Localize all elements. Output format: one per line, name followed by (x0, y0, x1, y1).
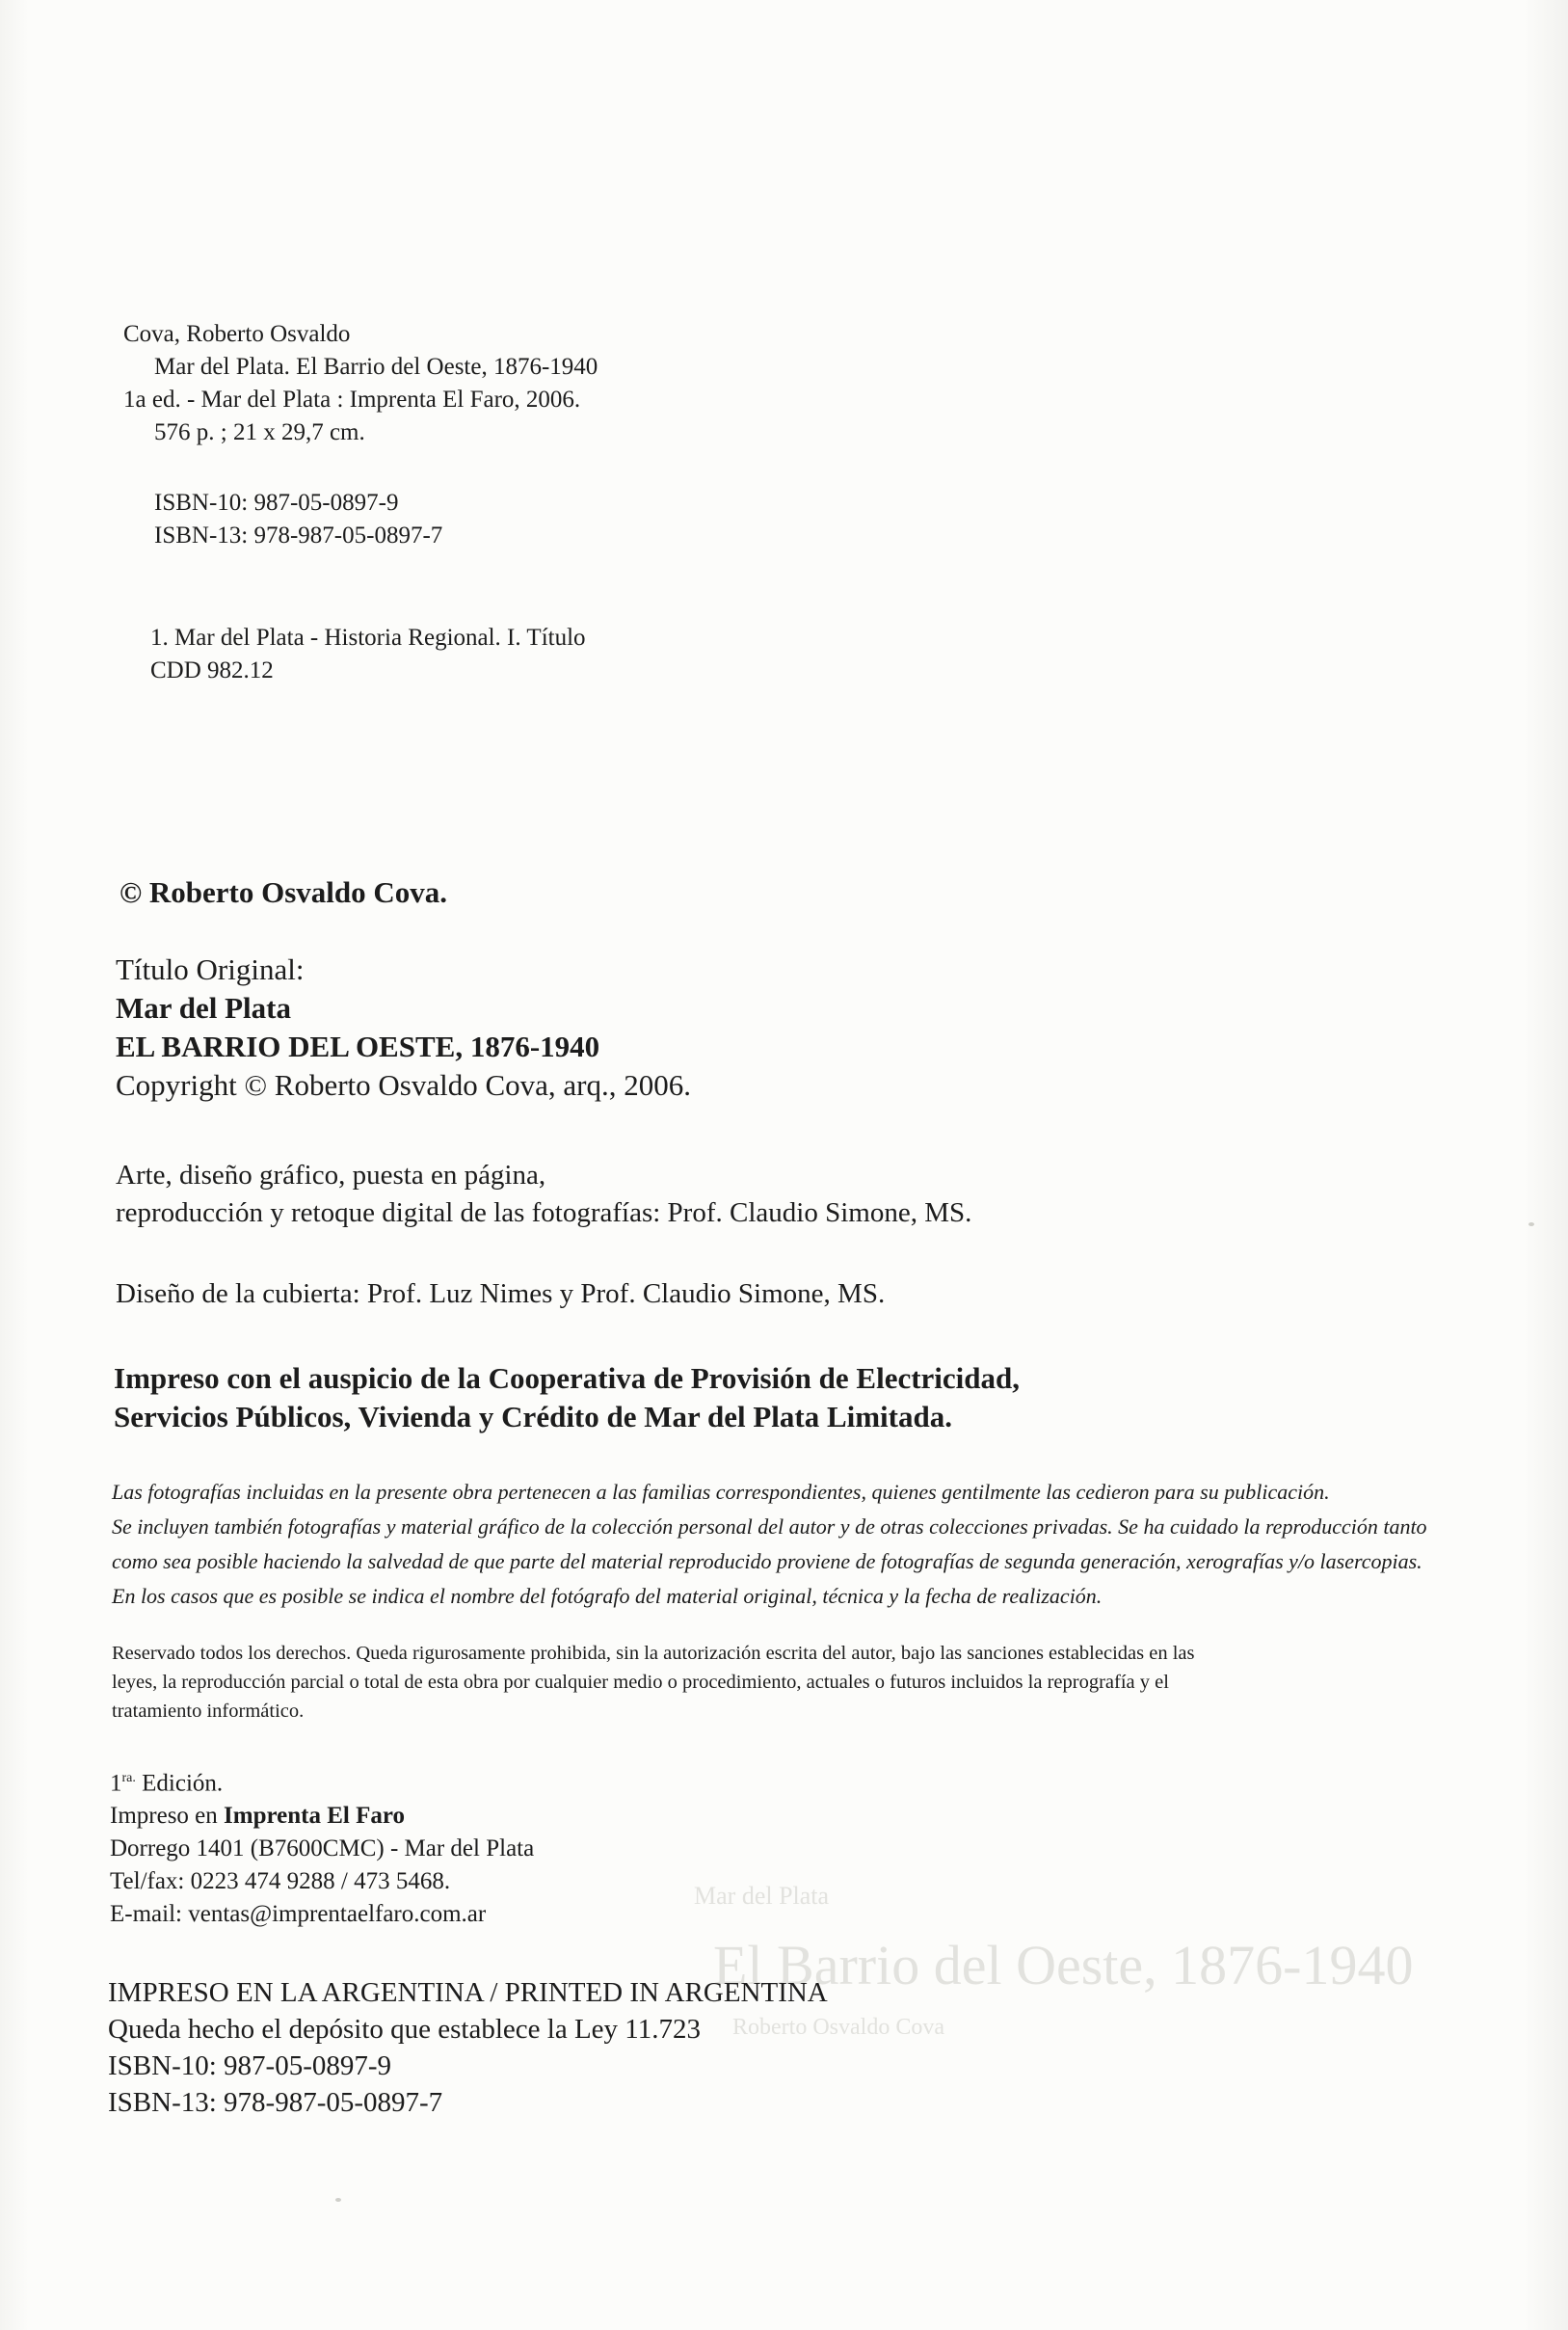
subject-heading: 1. Mar del Plata - Historia Regional. I. Título (150, 625, 586, 651)
printed-at-label: Impreso en (110, 1803, 225, 1830)
catalog-isbn (154, 487, 442, 552)
copyright-holder: © Roberto Osvaldo Cova. (120, 875, 448, 909)
design-credits (116, 1157, 971, 1232)
rights-line: leyes, la reproducción parcial o total de esta obra por cualquier medio o procedimiento, actuales o futuros incluidos la reprografía y el (112, 1672, 1169, 1693)
sponsor-line: Servicios Públicos, Vivienda y Crédito de Mar del Plata Limitada. (114, 1400, 952, 1433)
paper-speck (335, 2198, 341, 2202)
sponsor-line: Impreso con el auspicio de la Cooperativa de Provisión de Electricidad, (114, 1361, 1021, 1395)
printer-phone: Tel/fax: 0223 474 9288 / 473 5468. (110, 1868, 451, 1895)
copyright-notice: Copyright © Roberto Osvaldo Cova, arq., 2006. (116, 1068, 691, 1102)
sponsor-note (114, 1359, 1020, 1436)
isbn-13: ISBN-13: 978-987-05-0897-7 (108, 2087, 443, 2118)
catalog-edition: 1a ed. - Mar del Plata : Imprenta El Faro, 2006. (123, 387, 581, 413)
show-through-text: El Barrio del Oeste, 1876-1940 (713, 1934, 1414, 1996)
original-title-label: Título Original: (116, 952, 305, 986)
legal-deposit-line: Queda hecho el depósito que establece la Ley 11.723 (108, 2014, 701, 2045)
edition-word: Edición. (135, 1770, 224, 1797)
isbn-13: ISBN-13: 978-987-05-0897-7 (154, 522, 443, 549)
show-through-text: Roberto Osvaldo Cova (732, 2015, 944, 2040)
catalog-subject (150, 622, 586, 687)
catalog-author: Cova, Roberto Osvaldo (123, 321, 351, 347)
isbn-10: ISBN-10: 987-05-0897-9 (108, 2050, 392, 2081)
photo-note-line: como sea posible haciendo la salvedad de que parte del material reproducido proviene de fotografías de segunda generación, xerografías y/o lasercopias. (112, 1549, 1422, 1573)
edition-number (110, 1762, 534, 1800)
printer-email: E-mail: ventas@imprentaelfaro.com.ar (110, 1901, 487, 1928)
printed-in-line: IMPRESO EN LA ARGENTINA / PRINTED IN ARGENTINA (108, 1977, 828, 2008)
credits-line: reproducción y retoque digital de las fotografías: Prof. Claudio Simone, MS. (116, 1197, 972, 1228)
rights-notice (112, 1639, 1194, 1726)
rights-line: Reservado todos los derechos. Queda rigurosamente prohibida, sin la autorización escrita del autor, bajo las sanciones establecidas en las (112, 1643, 1195, 1664)
original-title-line: Mar del Plata (116, 991, 291, 1025)
isbn-10: ISBN-10: 987-05-0897-9 (154, 490, 399, 516)
printer-address: Dorrego 1401 (B7600CMC) - Mar del Plata (110, 1835, 535, 1862)
photo-note-line: Las fotografías incluidas en la presente obra pertenecen a las familias correspondientes, quienes gentilmente las cedieron para su publicación. (112, 1480, 1330, 1504)
printer-line (110, 1800, 534, 1833)
catalog-record (123, 318, 598, 449)
original-title-block (116, 951, 691, 1105)
photo-note-line: En los casos que es posible se indica el nombre del fotógrafo del material original, técnica y la fecha de realización. (112, 1584, 1103, 1608)
catalog-extent: 576 p. ; 21 x 29,7 cm. (154, 419, 365, 445)
paper-speck (1528, 1222, 1534, 1226)
rights-line: tratamiento informático. (112, 1701, 305, 1722)
edition-ordinal: 1 (110, 1770, 122, 1797)
original-title-line: EL BARRIO DEL OESTE, 1876-1940 (116, 1030, 600, 1063)
cover-design-credit: Diseño de la cubierta: Prof. Luz Nimes y Prof. Claudio Simone, MS. (116, 1278, 886, 1309)
show-through-text: Mar del Plata (694, 1882, 830, 1910)
cdd-number: CDD 982.12 (150, 657, 274, 683)
photo-note (112, 1475, 1427, 1614)
printed-in-block (108, 1974, 828, 2121)
printer-name: Imprenta El Faro (224, 1803, 405, 1830)
photo-note-line: Se incluyen también fotografías y material gráfico de la colección personal del autor y de otras colecciones privadas. Se ha cuidado la reproducción tanto (112, 1514, 1427, 1539)
edition-info (110, 1762, 534, 1931)
catalog-title: Mar del Plata. El Barrio del Oeste, 1876-1940 (154, 354, 598, 380)
credits-line: Arte, diseño gráfico, puesta en página, (116, 1160, 546, 1191)
edition-ordinal-suffix: ra. (121, 1771, 136, 1785)
